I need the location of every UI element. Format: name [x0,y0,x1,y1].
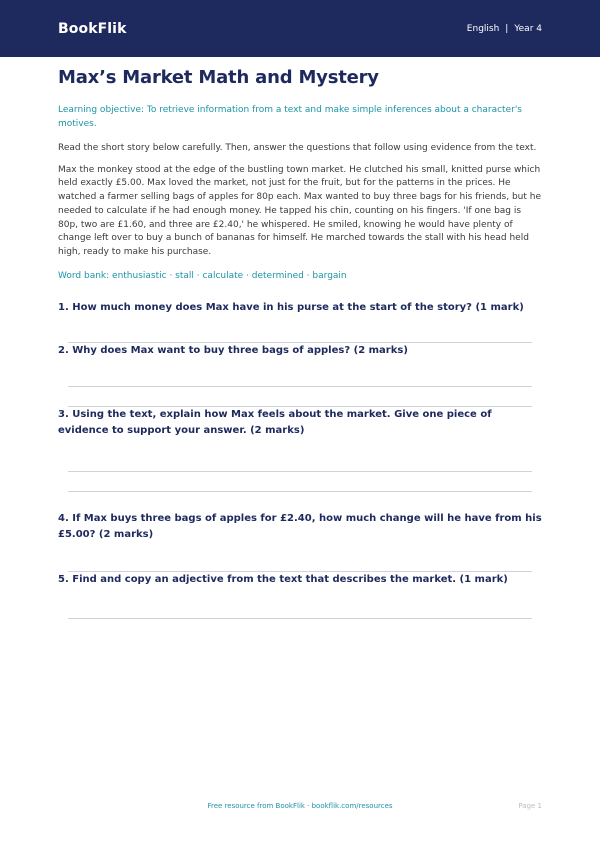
site-header [0,0,600,57]
header-meta [467,24,542,34]
question-1: 1. How much money does Max have in his purse at the start of the story? (1 mark) [58,302,524,314]
page-footer [0,802,600,814]
page-number: Page 1 [518,802,542,810]
answer-line[interactable] [68,491,532,492]
subject-label: English [466,23,500,34]
answer-line[interactable] [68,618,532,619]
question-3: 3. Using the text, explain how Max feels about the market. Give one piece of evidence to support your answer. (2 marks) [58,409,492,436]
learning-objective: Learning objective: To retrieve information from a text and make simple inferences about a character's motives. [58,105,522,129]
meta-separator: | [505,23,509,34]
word-bank: Word bank: enthusiastic · stall · calculate · determined · bargain [58,271,347,282]
footer-credit[interactable]: Free resource from BookFlik · bookflik.com/resources [207,802,393,810]
story-text: Max the monkey stood at the edge of the bustling town market. He clutched his small, knitted purse which held exactly £5.00. Max loved the market, not just for the fruit, but for the patterns in the prices. He watched a farmer selling bags of apples for 80p each. Max wanted to buy three bags for his friends, but he needed to calculate if he had enough money. He tapped his chin, counting on his fingers. 'If one bag is 80p, two are £1.60, and three are £2.40,' he whispered. He smiled, knowing he would have plenty of change left over to buy a bunch of bananas for himself. He marched towards the stall with his head held high, ready to make his purchase. [58,164,542,258]
instructions: Read the short story below carefully. Then, answer the questions that follow using evidence from the text. [58,143,537,153]
answer-line[interactable] [68,471,532,472]
page-title: Max’s Market Math and Mystery [58,67,379,88]
answer-line[interactable] [68,386,532,387]
question-4: 4. If Max buys three bags of apples for £2.40, how much change will he have from his £5.00? (2 marks) [58,513,542,540]
year-label: Year 4 [514,23,542,34]
worksheet-body [0,67,600,619]
brand-logo[interactable]: BookFlik [58,20,127,37]
question-2: 2. Why does Max want to buy three bags of apples? (2 marks) [58,344,408,356]
question-5: 5. Find and copy an adjective from the text that describes the market. (1 mark) [58,574,508,586]
